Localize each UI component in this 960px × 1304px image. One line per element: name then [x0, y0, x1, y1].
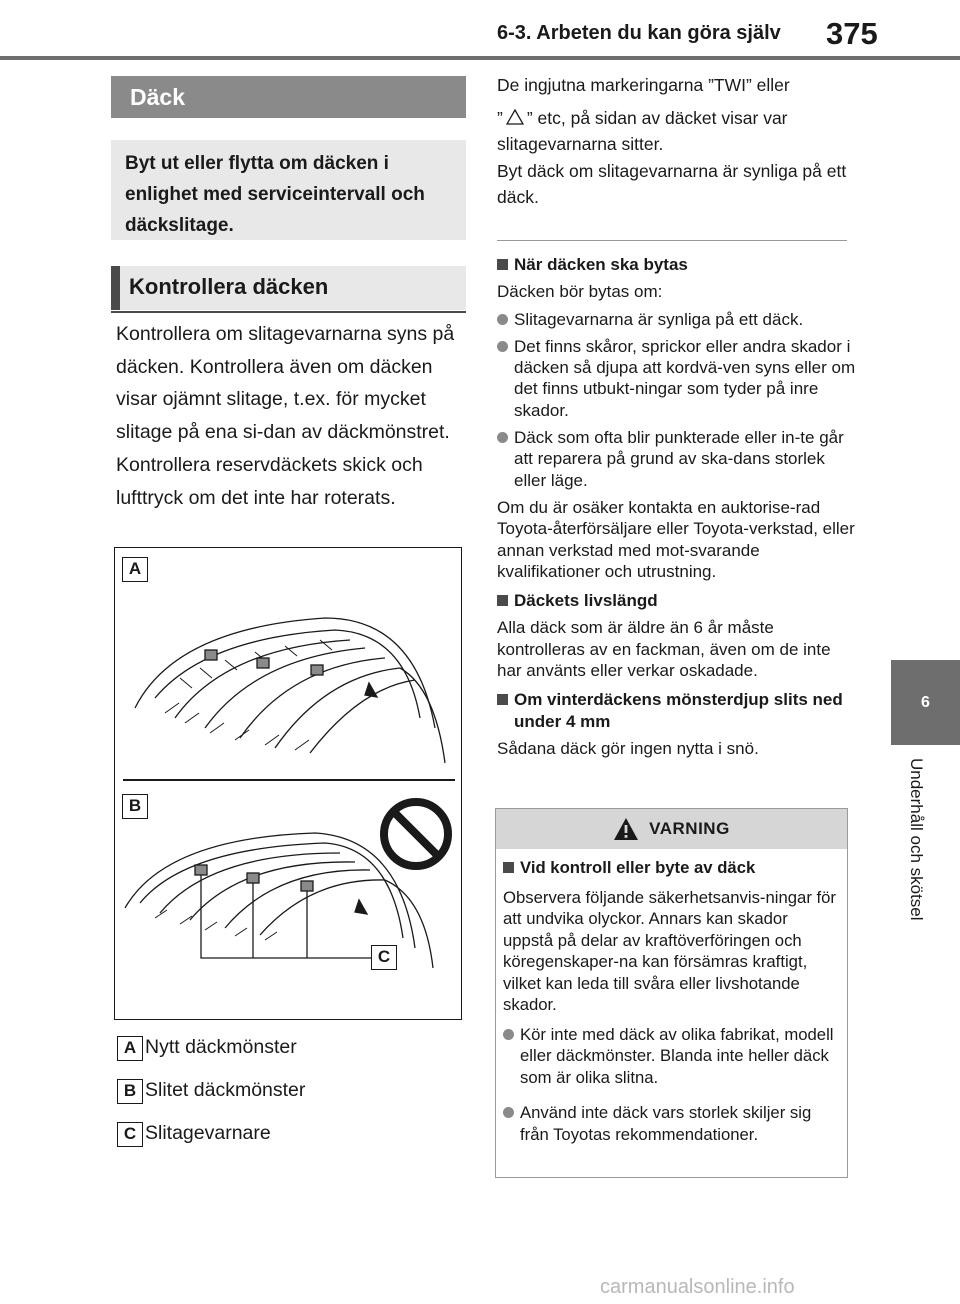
list-item-text: Slitagevarnarna är synliga på ett däck. — [514, 309, 804, 329]
warning-text: Observera följande säkerhetsanvis-ningar för att undvika olyckor. Annars kan skador uppstå på delar av kraftöverföringen och köregenskaper-na kan försämras kraftigt, vilket kan leda till svåra eller livshotande skador. — [503, 887, 836, 1014]
body-text: Om du är osäker kontakta en auktorise-rad Toyota-återförsäljare eller Toyota-verkstad, eller annan verkstad med mot-svarande kvalifikationer och utrustning. — [497, 497, 855, 581]
legend-text: Slitet däckmönster — [145, 1079, 306, 1101]
wear-indicator-a-2 — [257, 658, 269, 668]
subheading — [497, 590, 857, 611]
tire-illustration — [115, 548, 460, 1018]
right-divider — [497, 240, 847, 241]
subheading-text: Om vinterdäckens mönsterdjup slits ned under 4 mm — [514, 690, 843, 731]
legend-label: A — [117, 1036, 143, 1061]
wear-indicator-a-3 — [311, 665, 323, 675]
tire-figure — [114, 547, 462, 1020]
left-body-para-1: Kontrollera om slitagevarnarna syns på däcken. Kontrollera även om däcken visar ojämnt slitage, t.ex. för mycket slitage på ena si-dan av däckmönstret. — [116, 323, 455, 444]
watermark: carmanualsonline.info — [600, 1276, 795, 1298]
left-body — [116, 318, 466, 514]
list-item — [497, 336, 857, 421]
section-heading: Kontrollera däcken — [111, 266, 466, 310]
warning-box — [495, 808, 848, 1178]
warning-list-item-text: Kör inte med däck av olika fabrikat, modell eller däckmönster. Blanda inte heller däck som är olika slitna. — [520, 1024, 834, 1087]
legend-text: Slitagevarnare — [145, 1122, 271, 1144]
intro-line-2 — [497, 105, 852, 132]
list-item — [497, 427, 857, 491]
list-item — [497, 309, 857, 330]
subheading — [497, 254, 857, 275]
warning-subheading-text: Vid kontroll eller byte av däck — [520, 858, 756, 877]
figure-label-c: C — [371, 945, 397, 970]
right-body — [497, 246, 857, 759]
figure-label-b: B — [122, 794, 148, 819]
intro-quote-open: ” — [497, 107, 503, 128]
header-rule — [0, 56, 960, 60]
subheading — [497, 689, 857, 732]
round-bullet-icon — [497, 432, 508, 443]
body-text: Sådana däck gör ingen nytta i snö. — [497, 738, 759, 758]
warning-body — [503, 857, 841, 1145]
wear-indicator-b-2 — [247, 873, 259, 883]
wear-indicator-b-3 — [301, 881, 313, 891]
left-body-para-2: Kontrollera reservdäckets skick och lufttryck om det inte har roterats. — [116, 453, 423, 509]
intro-line-1: De ingjutna markeringarna ”TWI” eller — [497, 75, 790, 95]
square-bullet-icon — [497, 694, 508, 705]
chapter-title: Underhåll och skötsel — [907, 758, 926, 921]
title-bar: Däck — [111, 76, 466, 118]
round-bullet-icon — [497, 314, 508, 325]
legend-text: Nytt däckmönster — [145, 1036, 297, 1058]
section-title: 6-3. Arbeten du kan göra själv — [497, 22, 781, 44]
warning-title: VARNING — [649, 819, 730, 838]
warning-subheading — [503, 857, 841, 879]
intro-line-3: slitagevarnarna sitter. — [497, 134, 664, 154]
round-bullet-icon — [503, 1107, 514, 1118]
round-bullet-icon — [497, 341, 508, 352]
round-bullet-icon — [503, 1029, 514, 1040]
warning-list-item — [503, 1102, 841, 1145]
section-underline — [111, 311, 466, 313]
triangle-mark-icon — [506, 109, 524, 125]
warning-header — [496, 809, 847, 849]
chapter-number: 6 — [921, 693, 930, 711]
warning-icon — [613, 817, 639, 841]
wear-indicator-b-1 — [195, 865, 207, 875]
legend-label: C — [117, 1122, 143, 1147]
body-text: Alla däck som är äldre än 6 år måste kontrolleras av en fackman, även om de inte har använts eller verkar oskadade. — [497, 618, 831, 681]
square-bullet-icon — [497, 595, 508, 606]
figure-label-a: A — [122, 557, 148, 582]
prohibited-icon — [384, 802, 448, 866]
chapter-tab — [891, 660, 960, 745]
warning-list-item — [503, 1024, 841, 1089]
intro-quote-close: ” etc, på sidan av däcket visar var — [526, 107, 788, 128]
subheading-text: När däcken ska bytas — [514, 255, 688, 274]
info-box: Byt ut eller flytta om däcken i enlighet med serviceintervall och däckslitage. — [111, 140, 466, 240]
square-bullet-icon — [497, 259, 508, 270]
list-item-text: Det finns skåror, sprickor eller andra skador i däcken så djupa att kordvä-ven syns eller om det finns utbukt-ningar som tyder på inre skador. — [514, 336, 856, 420]
square-bullet-icon — [503, 862, 514, 873]
subheading-text: Däckets livslängd — [514, 591, 658, 611]
intro-para-2: Byt däck om slitagevarnarna är synliga på ett däck. — [497, 160, 847, 207]
warning-list-item-text: Använd inte däck vars storlek skiljer sig från Toyotas rekommendationer. — [520, 1103, 812, 1144]
page-number: 375 — [826, 16, 878, 51]
legend-label: B — [117, 1079, 143, 1104]
list-item-text: Däck som ofta blir punkterade eller in-te går att reparera på grund av ska-dans storlek eller läge. — [514, 428, 844, 490]
right-intro — [497, 72, 852, 211]
wear-indicator-a-1 — [205, 650, 217, 660]
body-text: Däcken bör bytas om: — [497, 282, 663, 302]
